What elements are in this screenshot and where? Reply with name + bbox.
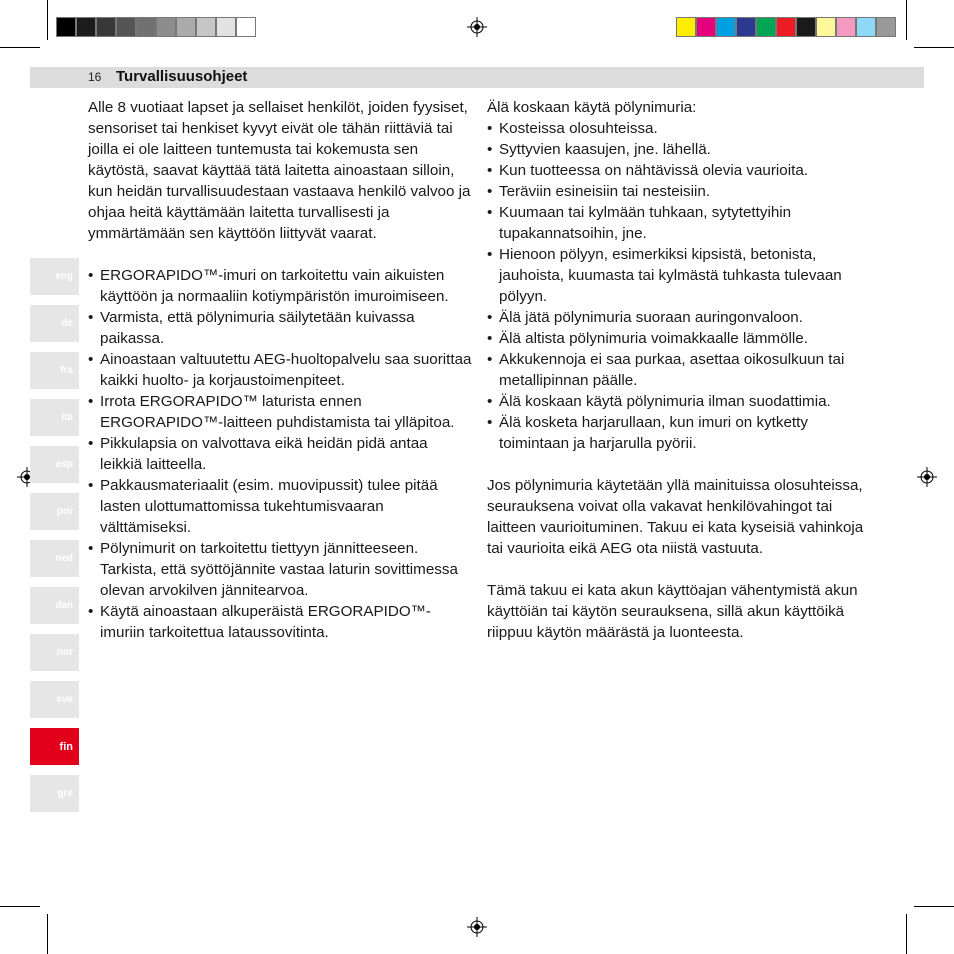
color-swatch (796, 17, 816, 37)
color-swatch (816, 17, 836, 37)
color-swatch (676, 17, 696, 37)
list-item: • Kun tuotteessa on nähtävissä olevia vaurioita. (487, 160, 879, 181)
color-swatch (96, 17, 116, 37)
language-tab-ita[interactable]: ita (30, 399, 79, 436)
crop-mark (906, 914, 907, 954)
list-item: • Käytä ainoastaan alkuperäistä ERGORAPIDO™-imuriin tarkoitettua lataussovitinta. (88, 601, 472, 643)
crop-mark (47, 914, 48, 954)
color-swatch (776, 17, 796, 37)
color-swatch (696, 17, 716, 37)
warning-heading: Älä koskaan käytä pölynimuria: (487, 99, 697, 116)
color-swatch (236, 17, 256, 37)
language-tab-dan[interactable]: dan (30, 587, 79, 624)
registration-mark-icon (467, 17, 487, 37)
page-number: 16 (88, 70, 102, 84)
list-item: • Varmista, että pölynimuria säilytetään kuivassa paikassa. (88, 307, 472, 349)
warranty-paragraph: Tämä takuu ei kata akun käyttöajan vähentymistä akun käyttöiän tai käytön seurauksena, sillä akun käyttöikä riippuu käytön määrästä ja luonteesta. (487, 582, 858, 641)
list-item: • ERGORAPIDO™-imuri on tarkoitettu vain aikuisten käyttöön ja normaaliin kotiympäristön imuroimiseen. (88, 265, 472, 307)
list-item: • Irrota ERGORAPIDO™ laturista ennen ERGORAPIDO™-laitteen puhdistamista tai ylläpitoa. (88, 391, 472, 433)
crop-mark (914, 906, 954, 907)
section-title: Turvallisuusohjeet (116, 68, 248, 85)
list-item: • Pakkausmateriaalit (esim. muovipussit) tulee pitää lasten ulottumattomissa tukehtumisvaaran välttämiseksi. (88, 475, 472, 538)
language-tab-eng[interactable]: eng (30, 258, 79, 295)
crop-mark (914, 47, 954, 48)
liability-paragraph: Jos pölynimuria käytetään yllä mainituissa olosuhteissa, seurauksena voivat olla vakavat henkilövahingot tai laitteen vaurioituminen. Takuu ei kata kyseisiä vahinkoja tai vaurioita eikä AEG ota niistä vastuuta. (487, 477, 864, 557)
language-tab-por[interactable]: por (30, 493, 79, 530)
language-tab-gre[interactable]: gre (30, 775, 79, 812)
crop-mark (47, 0, 48, 40)
list-item: • Kuumaan tai kylmään tuhkaan, sytytettyihin tupakannatsoihin, jne. (487, 202, 879, 244)
language-tab-fra[interactable]: fra (30, 352, 79, 389)
list-item: • Teräviin esineisiin tai nesteisiin. (487, 181, 879, 202)
list-item: • Älä koskaan käytä pölynimuria ilman suodattimia. (487, 391, 879, 412)
color-swatch (716, 17, 736, 37)
right-bullet-list (487, 118, 879, 454)
color-swatch (56, 17, 76, 37)
color-swatch (216, 17, 236, 37)
color-swatch (856, 17, 876, 37)
color-swatch (836, 17, 856, 37)
crop-mark (0, 47, 40, 48)
list-item: • Älä altista pölynimuria voimakkaalle lämmölle. (487, 328, 879, 349)
language-tab-sve[interactable]: sve (30, 681, 79, 718)
language-tab-esp[interactable]: esp (30, 446, 79, 483)
color-swatch (136, 17, 156, 37)
color-swatch (736, 17, 756, 37)
grayscale-calibration-bar (56, 17, 256, 37)
crop-mark (906, 0, 907, 40)
color-calibration-bar (676, 17, 896, 37)
registration-mark-icon (467, 917, 487, 937)
list-item: • Kosteissa olosuhteissa. (487, 118, 879, 139)
color-swatch (116, 17, 136, 37)
section-header-bar (30, 67, 924, 88)
right-column (487, 97, 879, 643)
language-tab-ned[interactable]: ned (30, 540, 79, 577)
color-swatch (76, 17, 96, 37)
list-item: • Pikkulapsia on valvottava eikä heidän pidä antaa leikkiä laitteella. (88, 433, 472, 475)
color-swatch (756, 17, 776, 37)
list-item: • Hienoon pölyyn, esimerkiksi kipsistä, betonista, jauhoista, kuumasta tai kylmästä tuhkasta tulevaan pölyyn. (487, 244, 879, 307)
color-swatch (176, 17, 196, 37)
language-tab-fin[interactable]: fin (30, 728, 79, 765)
intro-paragraph: Alle 8 vuotiaat lapset ja sellaiset henkilöt, joiden fyysiset, sensoriset tai henkiset kyvyt eivät ole tähän riittäviä tai joilla ei ole laitteen tuntemusta tai kokemusta sen käytöstä, saavat käyttää tätä laitetta ainoastaan silloin, kun heidän turvallisuudestaan vastaava henkilö valvoo ja ohjaa heitä käyttämään laitetta turvallisesti ja ymmärtämään sen käyttöön liittyvät vaarat. (88, 99, 471, 242)
language-tab-de[interactable]: de (30, 305, 79, 342)
color-swatch (876, 17, 896, 37)
list-item: • Älä jätä pölynimuria suoraan auringonvaloon. (487, 307, 879, 328)
color-swatch (196, 17, 216, 37)
list-item: • Syttyvien kaasujen, jne. lähellä. (487, 139, 879, 160)
left-bullet-list (88, 265, 472, 643)
list-item: • Akkukennoja ei saa purkaa, asettaa oikosulkuun tai metallipinnan päälle. (487, 349, 879, 391)
list-item: • Pölynimurit on tarkoitettu tiettyyn jännitteeseen. Tarkista, että syöttöjännite vastaa laturin sovittimessa olevan arvokilven jännitearvoa. (88, 538, 472, 601)
list-item: • Ainoastaan valtuutettu AEG-huoltopalvelu saa suorittaa kaikki huolto- ja korjaustoimenpiteet. (88, 349, 472, 391)
list-item: • Älä kosketa harjarullaan, kun imuri on kytketty toimintaan ja harjarulla pyörii. (487, 412, 879, 454)
language-tabs (30, 258, 79, 822)
color-swatch (156, 17, 176, 37)
registration-mark-icon (917, 467, 937, 487)
left-column (88, 97, 472, 643)
crop-mark (0, 906, 40, 907)
language-tab-nor[interactable]: nor (30, 634, 79, 671)
